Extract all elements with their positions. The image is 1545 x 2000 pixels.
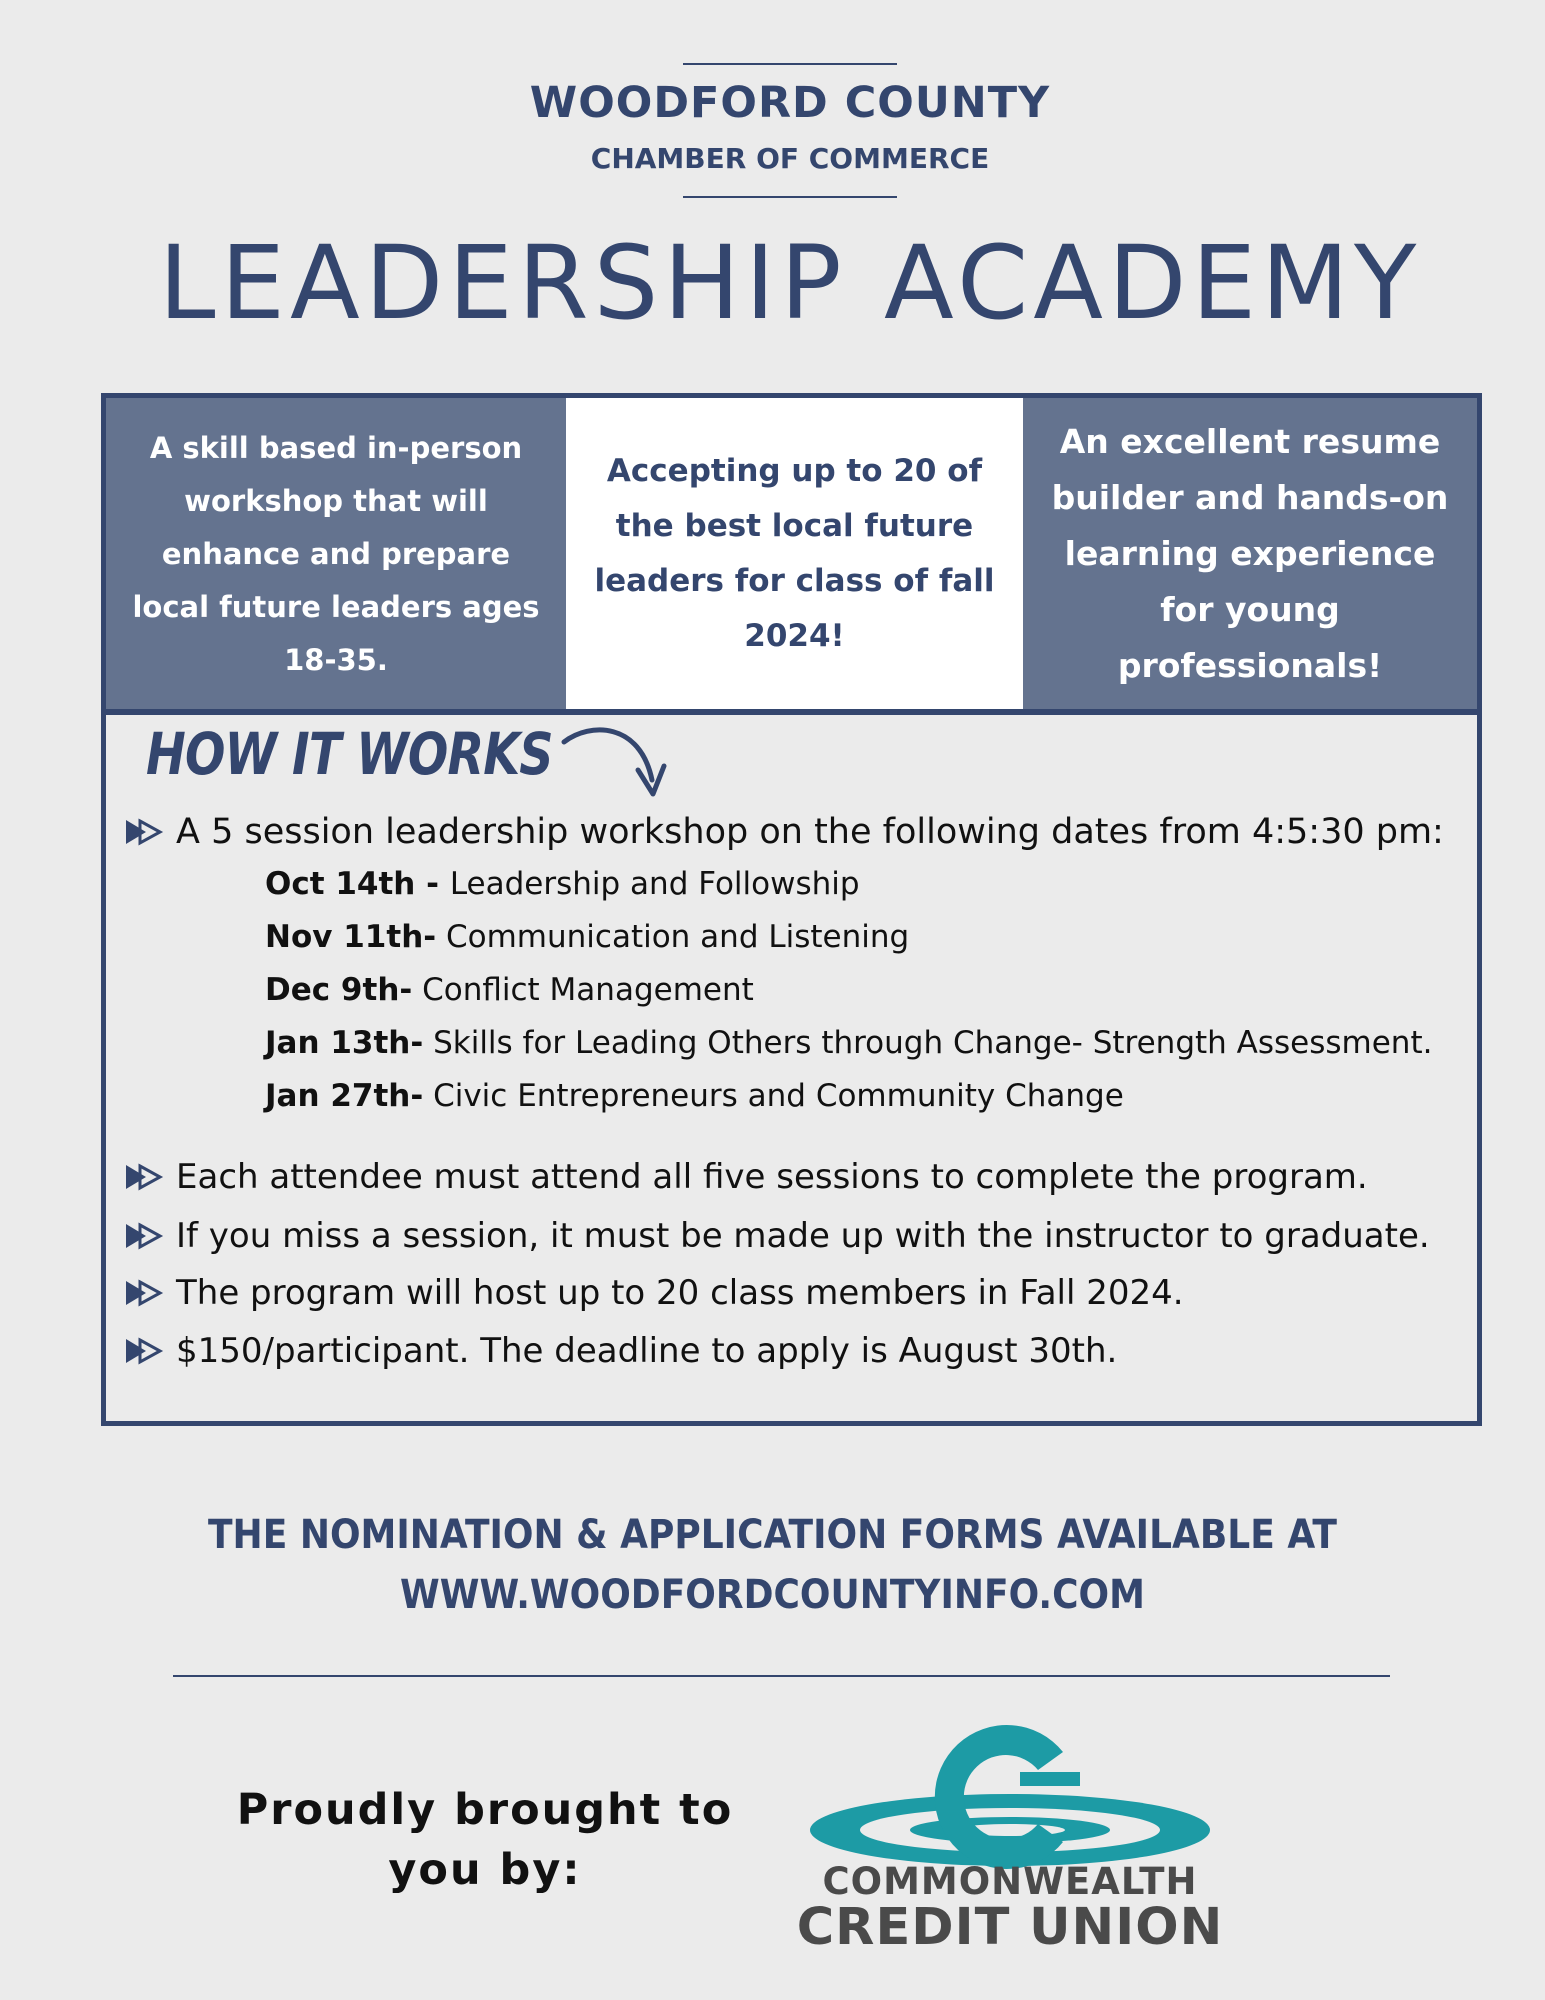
bullet-text: Each attendee must attend all five sessions to complete the program.: [176, 1157, 1368, 1197]
org-name: WOODFORD COUNTY: [529, 78, 1051, 128]
session-item: [265, 919, 909, 955]
how-it-works-title: HOW IT WORKS: [146, 720, 553, 788]
logo-wordmark-line1: COMMONWEALTH: [822, 1860, 1198, 1903]
bullet-text: $150/participant. The deadline to apply is August 30th.: [176, 1331, 1118, 1371]
session-item: [265, 866, 860, 902]
forms-website-link[interactable]: WWW.WOODFORDCOUNTYINFO.COM: [400, 1572, 1145, 1618]
double-triangle-bullet-icon: [124, 1162, 166, 1192]
bullet-text: The program will host up to 20 class members in Fall 2024.: [176, 1273, 1184, 1313]
logo-wordmark-line2: CREDIT UNION: [796, 1898, 1224, 1957]
feature-boxes: [101, 393, 1482, 715]
session-date: Jan 27th-: [265, 1078, 424, 1114]
sponsor-credit: [230, 1780, 740, 1900]
sponsor-credit-line1: Proudly brought to: [236, 1785, 734, 1835]
bullet-intro: [124, 812, 1444, 852]
session-item: [265, 972, 754, 1008]
bullet-text: If you miss a session, it must be made up with the instructor to graduate.: [176, 1216, 1430, 1256]
double-triangle-bullet-icon: [124, 1221, 166, 1251]
feature-box-age: A skill based in-person workshop that will enhance and prepare local future leaders ages 18-35.: [106, 398, 566, 710]
feature-box-benefits: An excellent resume builder and hands-on learning experience for young professionals!: [1023, 398, 1477, 710]
bullet-intro-text: A 5 session leadership workshop on the following dates from 4:5:30 pm:: [176, 812, 1444, 852]
double-triangle-bullet-icon: [124, 817, 166, 847]
page-title: LEADERSHIP ACADEMY: [158, 224, 1422, 343]
session-topic: Civic Entrepreneurs and Community Change: [423, 1078, 1124, 1114]
session-date: Oct 14th -: [265, 866, 450, 902]
session-topic: Leadership and Followship: [449, 866, 860, 902]
header-rule-top: [683, 63, 897, 65]
sponsor-credit-line2: you by:: [388, 1845, 582, 1895]
double-triangle-bullet-icon: [124, 1278, 166, 1308]
session-topic: Conflict Management: [412, 972, 754, 1008]
bullet-item: [124, 1157, 1368, 1197]
session-topic: Skills for Leading Others through Change- Strength Assessment.: [423, 1025, 1433, 1061]
forms-callout: [77, 1505, 1468, 1625]
session-topic: Communication and Listening: [436, 919, 910, 955]
double-triangle-bullet-icon: [124, 1336, 166, 1366]
forms-callout-line1: THE NOMINATION & APPLICATION FORMS AVAILABLE AT: [208, 1512, 1337, 1558]
bullet-item: [124, 1331, 1117, 1371]
feature-box-capacity: Accepting up to 20 of the best local future leaders for class of fall 2024!: [566, 398, 1023, 710]
session-date: Nov 11th-: [265, 919, 437, 955]
curved-arrow-icon: [560, 722, 670, 810]
org-subtitle: CHAMBER OF COMMERCE: [590, 142, 990, 175]
footer-divider: [173, 1675, 1390, 1677]
session-item: [265, 1025, 1432, 1061]
bullet-item: [124, 1216, 1430, 1256]
header-rule-bottom: [683, 196, 897, 198]
session-date: Dec 9th-: [265, 972, 413, 1008]
session-date: Jan 13th-: [265, 1025, 424, 1061]
session-item: [265, 1078, 1124, 1114]
bullet-item: [124, 1273, 1184, 1313]
